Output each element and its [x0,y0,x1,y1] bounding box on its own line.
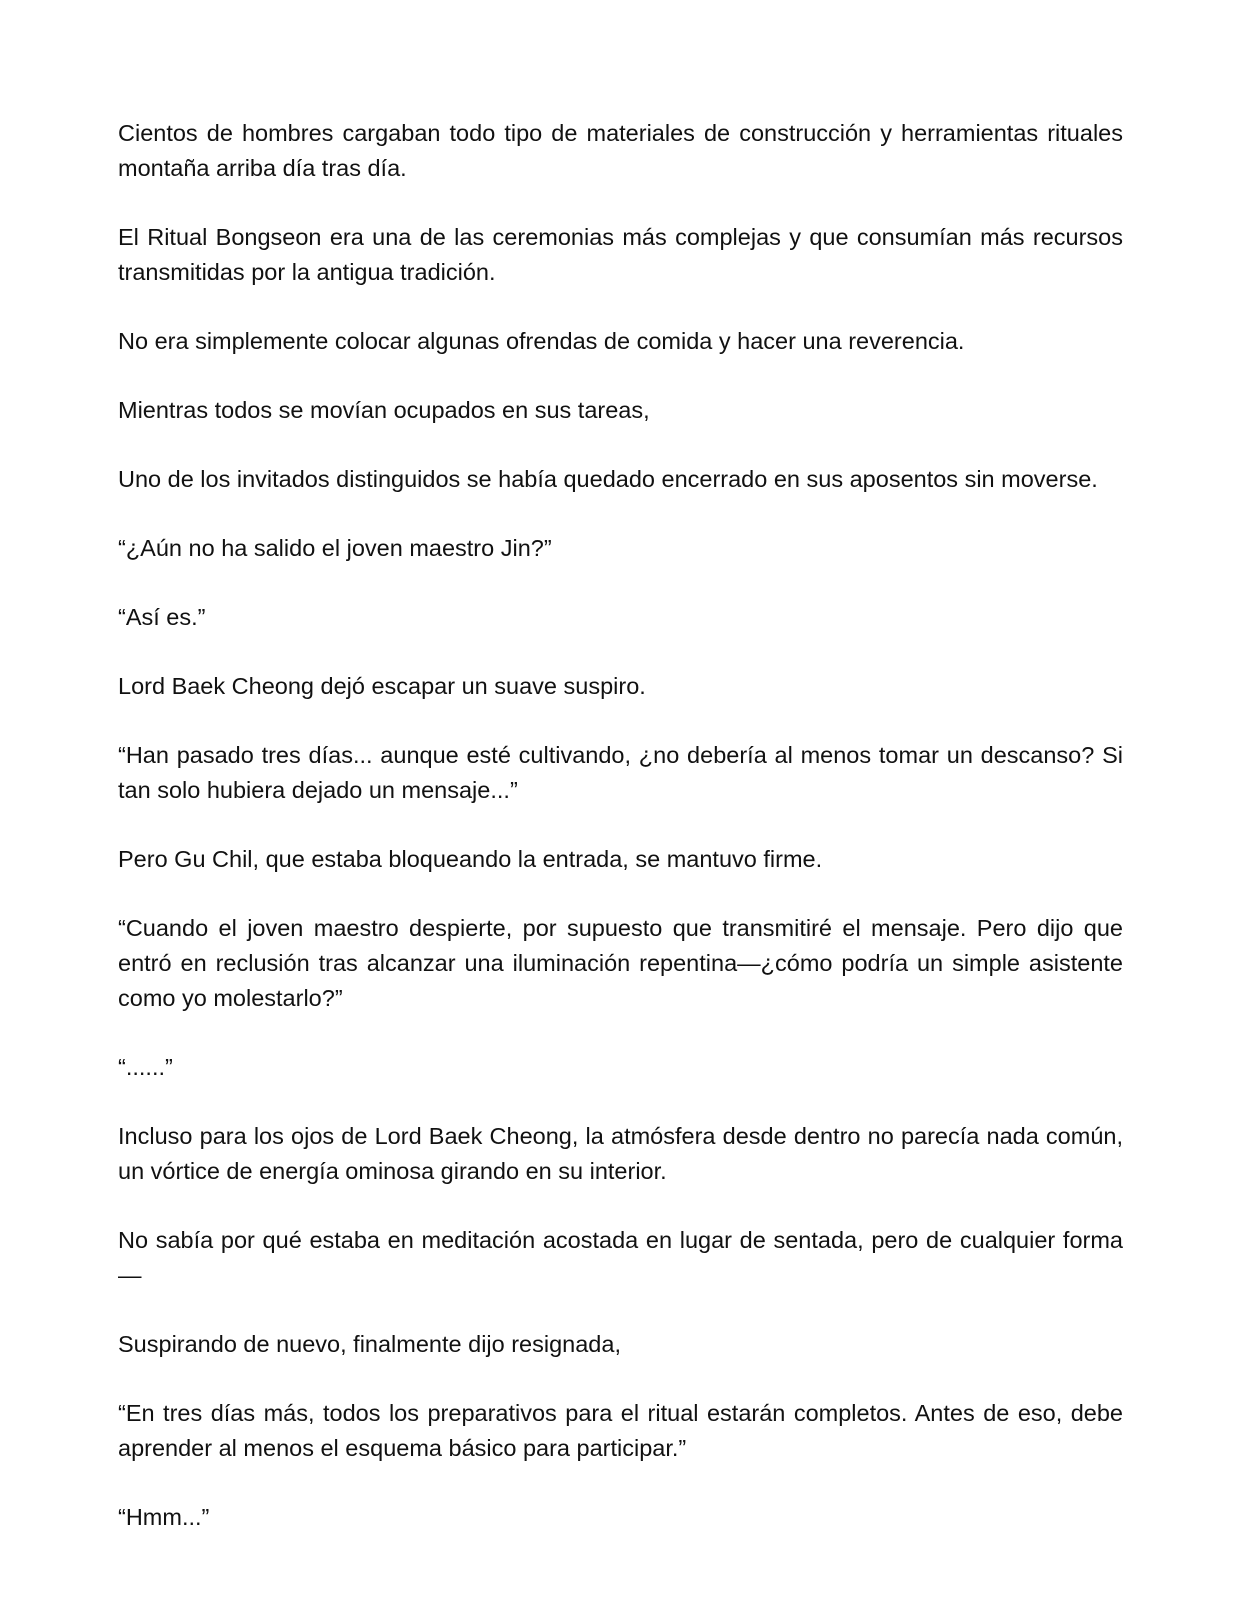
dialogue-line: “Hmm...” [118,1504,210,1530]
dialogue-line: “¿Aún no ha salido el joven maestro Jin?” [118,535,552,561]
paragraph: Suspirando de nuevo, finalmente dijo resignada, [118,1331,621,1357]
dialogue-line: “Cuando el joven maestro despierte, por supuesto que transmitiré el mensaje. Pero dijo que entró en reclusión tras alcanzar una iluminación repentina—¿cómo podría un simple asistente como yo molestarlo?” [118,915,1123,1011]
dialogue-line: “......” [118,1054,173,1080]
paragraph: Cientos de hombres cargaban todo tipo de materiales de construcción y herramientas rituales montaña arriba día tras día. [118,120,1123,181]
paragraph: Incluso para los ojos de Lord Baek Cheong, la atmósfera desde dentro no parecía nada común, un vórtice de energía ominosa girando en su interior. [118,1123,1123,1184]
dialogue-line: “Así es.” [118,604,206,630]
paragraph: No sabía por qué estaba en meditación acostada en lugar de sentada, pero de cualquier forma— [118,1227,1123,1288]
paragraph: Mientras todos se movían ocupados en sus tareas, [118,397,650,423]
dialogue-line: “Han pasado tres días... aunque esté cultivando, ¿no debería al menos tomar un descanso? Si tan solo hubiera dejado un mensaje...” [118,742,1123,803]
document-body [118,116,1123,1569]
paragraph: Lord Baek Cheong dejó escapar un suave suspiro. [118,673,646,699]
paragraph: No era simplemente colocar algunas ofrendas de comida y hacer una reverencia. [118,328,965,354]
paragraph: El Ritual Bongseon era una de las ceremonias más complejas y que consumían más recursos transmitidas por la antigua tradición. [118,224,1123,285]
paragraph: Uno de los invitados distinguidos se había quedado encerrado en sus aposentos sin moverse. [118,466,1098,492]
paragraph: Pero Gu Chil, que estaba bloqueando la entrada, se mantuvo firme. [118,846,823,872]
dialogue-line: “En tres días más, todos los preparativos para el ritual estarán completos. Antes de eso, debe aprender al menos el esquema básico para participar.” [118,1400,1123,1461]
